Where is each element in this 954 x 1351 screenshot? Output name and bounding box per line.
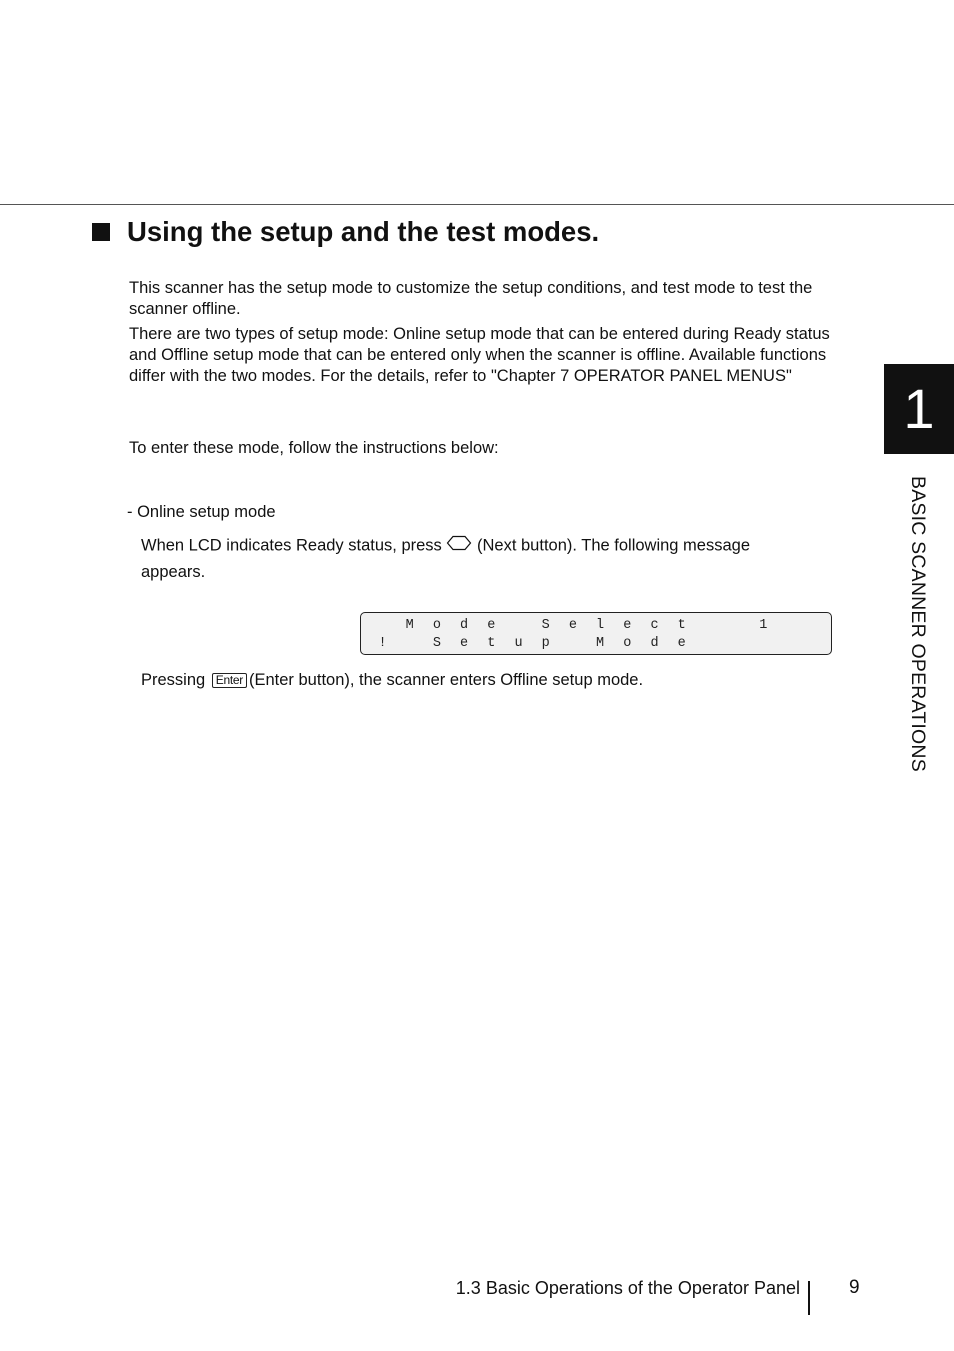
- lcd-char: M: [596, 636, 605, 651]
- header-rule: [0, 204, 954, 205]
- online-step-1-continued: appears.: [141, 563, 206, 581]
- footer-section-title: 1.3 Basic Operations of the Operator Panel: [455, 1278, 800, 1298]
- lcd-char: o: [623, 636, 632, 651]
- black-square-bullet-icon: [92, 223, 110, 241]
- lcd-char: l: [596, 618, 605, 633]
- lcd-char: u: [514, 636, 523, 651]
- lcd-char: M: [405, 618, 414, 633]
- footer-divider: [808, 1281, 810, 1315]
- lcd-char: d: [650, 636, 659, 651]
- lcd-char: 1: [759, 618, 768, 633]
- page-number: 9: [849, 1277, 860, 1298]
- lcd-char: e: [677, 636, 686, 651]
- section-heading: [92, 212, 599, 252]
- lcd-char: !: [378, 636, 387, 651]
- lcd-char: S: [541, 618, 550, 633]
- chapter-tab: 1: [884, 364, 954, 454]
- section-title: Using the setup and the test modes.: [127, 216, 600, 247]
- lcd-char: e: [487, 618, 496, 633]
- lcd-char: c: [650, 618, 659, 633]
- lcd-display: [360, 612, 832, 655]
- lcd-char: e: [568, 618, 577, 633]
- lcd-char: e: [460, 636, 469, 651]
- lcd-char: t: [487, 636, 496, 651]
- intro-paragraph-2: There are two types of setup mode: Online setup mode that can be entered during Ready status and Offline setup mode that can be entered only when the scanner is offline. Available functions differ with the two modes. For the details, refer to "Chapter 7 OPERATOR PANEL MENUS": [129, 325, 830, 385]
- intro-paragraph-3: To enter these mode, follow the instructions below:: [129, 439, 499, 457]
- chapter-title-vertical: BASIC SCANNER OPERATIONS: [907, 476, 929, 772]
- lcd-char: o: [432, 618, 441, 633]
- step1-text-before: When LCD indicates Ready status, press: [141, 536, 442, 555]
- step1-text-after: (Next button). The following message: [477, 536, 750, 555]
- lcd-char: e: [623, 618, 632, 633]
- online-setup-heading: - Online setup mode: [127, 503, 276, 521]
- enter-key-icon: Enter: [212, 673, 247, 688]
- online-step-1: [141, 535, 841, 557]
- intro-paragraph-1: This scanner has the setup mode to customize the setup conditions, and test mode to test the scanner offline.: [129, 279, 813, 318]
- lcd-char: S: [432, 636, 441, 651]
- lcd-char: t: [677, 618, 686, 633]
- next-button-icon: [446, 535, 472, 557]
- online-step-2: [141, 670, 841, 691]
- step2-text-before: Pressing: [141, 671, 206, 689]
- step2-text-after: (Enter button), the scanner enters Offline setup mode.: [248, 671, 644, 689]
- lcd-char: d: [460, 618, 469, 633]
- lcd-char: p: [541, 636, 550, 651]
